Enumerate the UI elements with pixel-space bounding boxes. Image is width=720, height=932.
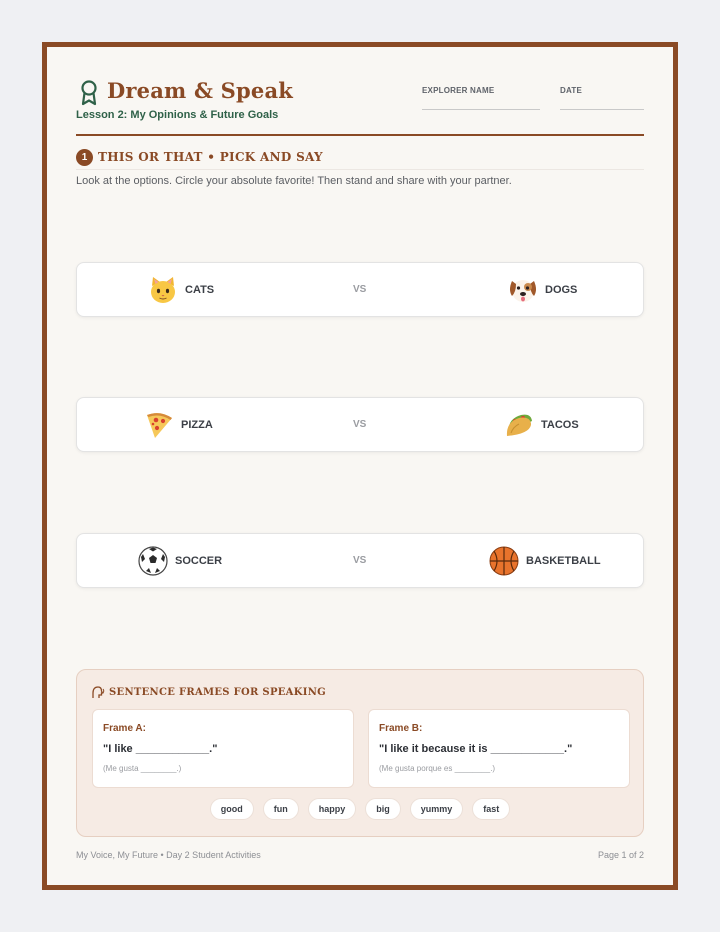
soccer-ball-icon xyxy=(137,545,169,577)
word-chip: yummy xyxy=(410,798,464,820)
section-title: THIS OR THAT • PICK AND SAY xyxy=(98,150,323,164)
choice-option-cats[interactable] xyxy=(147,274,214,306)
frame-b-sentence: "I like it because it is ____________." xyxy=(379,743,573,755)
worksheet-header xyxy=(76,80,644,136)
pizza-slice-icon xyxy=(143,409,175,441)
sentence-frames-title: SENTENCE FRAMES FOR SPEAKING xyxy=(109,686,326,698)
explorer-name-field[interactable] xyxy=(422,86,540,110)
section-instructions: Look at the options. Circle your absolute favorite! Then stand and share with your partner. xyxy=(76,175,512,187)
taco-icon xyxy=(503,409,535,441)
choice-label-tacos: TACOS xyxy=(541,419,579,431)
choice-label-pizza: PIZZA xyxy=(181,419,213,431)
choice-option-basketball[interactable] xyxy=(488,545,601,577)
frame-card-a xyxy=(92,709,354,788)
choice-label-basketball: BASKETBALL xyxy=(526,555,601,567)
word-chip: big xyxy=(365,798,401,820)
basketball-icon xyxy=(488,545,520,577)
choice-label-dogs: DOGS xyxy=(545,284,578,296)
word-chip: good xyxy=(210,798,254,820)
footer-course-title: My Voice, My Future • Day 2 Student Activities xyxy=(76,850,261,860)
date-label: DATE xyxy=(560,86,582,95)
choice-card-pets xyxy=(76,262,644,317)
explorer-name-line[interactable] xyxy=(422,109,540,110)
choice-option-pizza[interactable] xyxy=(143,409,213,441)
vs-label: VS xyxy=(353,419,367,430)
choice-label-soccer: SOCCER xyxy=(175,555,223,567)
frame-b-translation: (Me gusta porque es ________.) xyxy=(379,764,496,773)
word-chip: happy xyxy=(308,798,357,820)
choice-option-soccer[interactable] xyxy=(137,545,222,577)
sentence-frames-heading xyxy=(91,684,326,700)
date-line[interactable] xyxy=(560,109,644,110)
worksheet-page xyxy=(42,42,678,890)
frame-a-translation: (Me gusta ________.) xyxy=(103,764,182,773)
frame-card-b xyxy=(368,709,630,788)
footer-page-number: Page 1 of 2 xyxy=(597,850,644,860)
dog-face-icon xyxy=(507,274,539,306)
section-heading xyxy=(76,147,644,170)
choice-card-sports xyxy=(76,533,644,588)
choice-option-tacos[interactable] xyxy=(503,409,579,441)
frame-a-sentence: "I like ____________." xyxy=(103,743,218,755)
page-title: Dream & Speak xyxy=(107,78,294,103)
cat-face-icon xyxy=(147,274,179,306)
worksheet-content xyxy=(76,47,644,885)
word-chip: fast xyxy=(472,798,510,820)
explorer-name-label: EXPLORER NAME xyxy=(422,86,495,95)
vs-label: VS xyxy=(353,555,367,566)
choice-label-cats: CATS xyxy=(185,284,215,296)
vs-label: VS xyxy=(353,284,367,295)
word-bank xyxy=(77,798,643,820)
choice-card-food xyxy=(76,397,644,452)
sentence-frames-panel xyxy=(76,669,644,837)
frame-a-label: Frame A: xyxy=(103,723,146,734)
choice-option-dogs[interactable] xyxy=(507,274,577,306)
word-chip: fun xyxy=(263,798,299,820)
frame-b-label: Frame B: xyxy=(379,723,423,734)
speaking-head-icon xyxy=(91,685,105,699)
award-ribbon-icon xyxy=(79,80,99,106)
section-number-badge: 1 xyxy=(76,149,93,166)
date-field[interactable] xyxy=(560,86,644,110)
lesson-subtitle: Lesson 2: My Opinions & Future Goals xyxy=(76,109,279,121)
